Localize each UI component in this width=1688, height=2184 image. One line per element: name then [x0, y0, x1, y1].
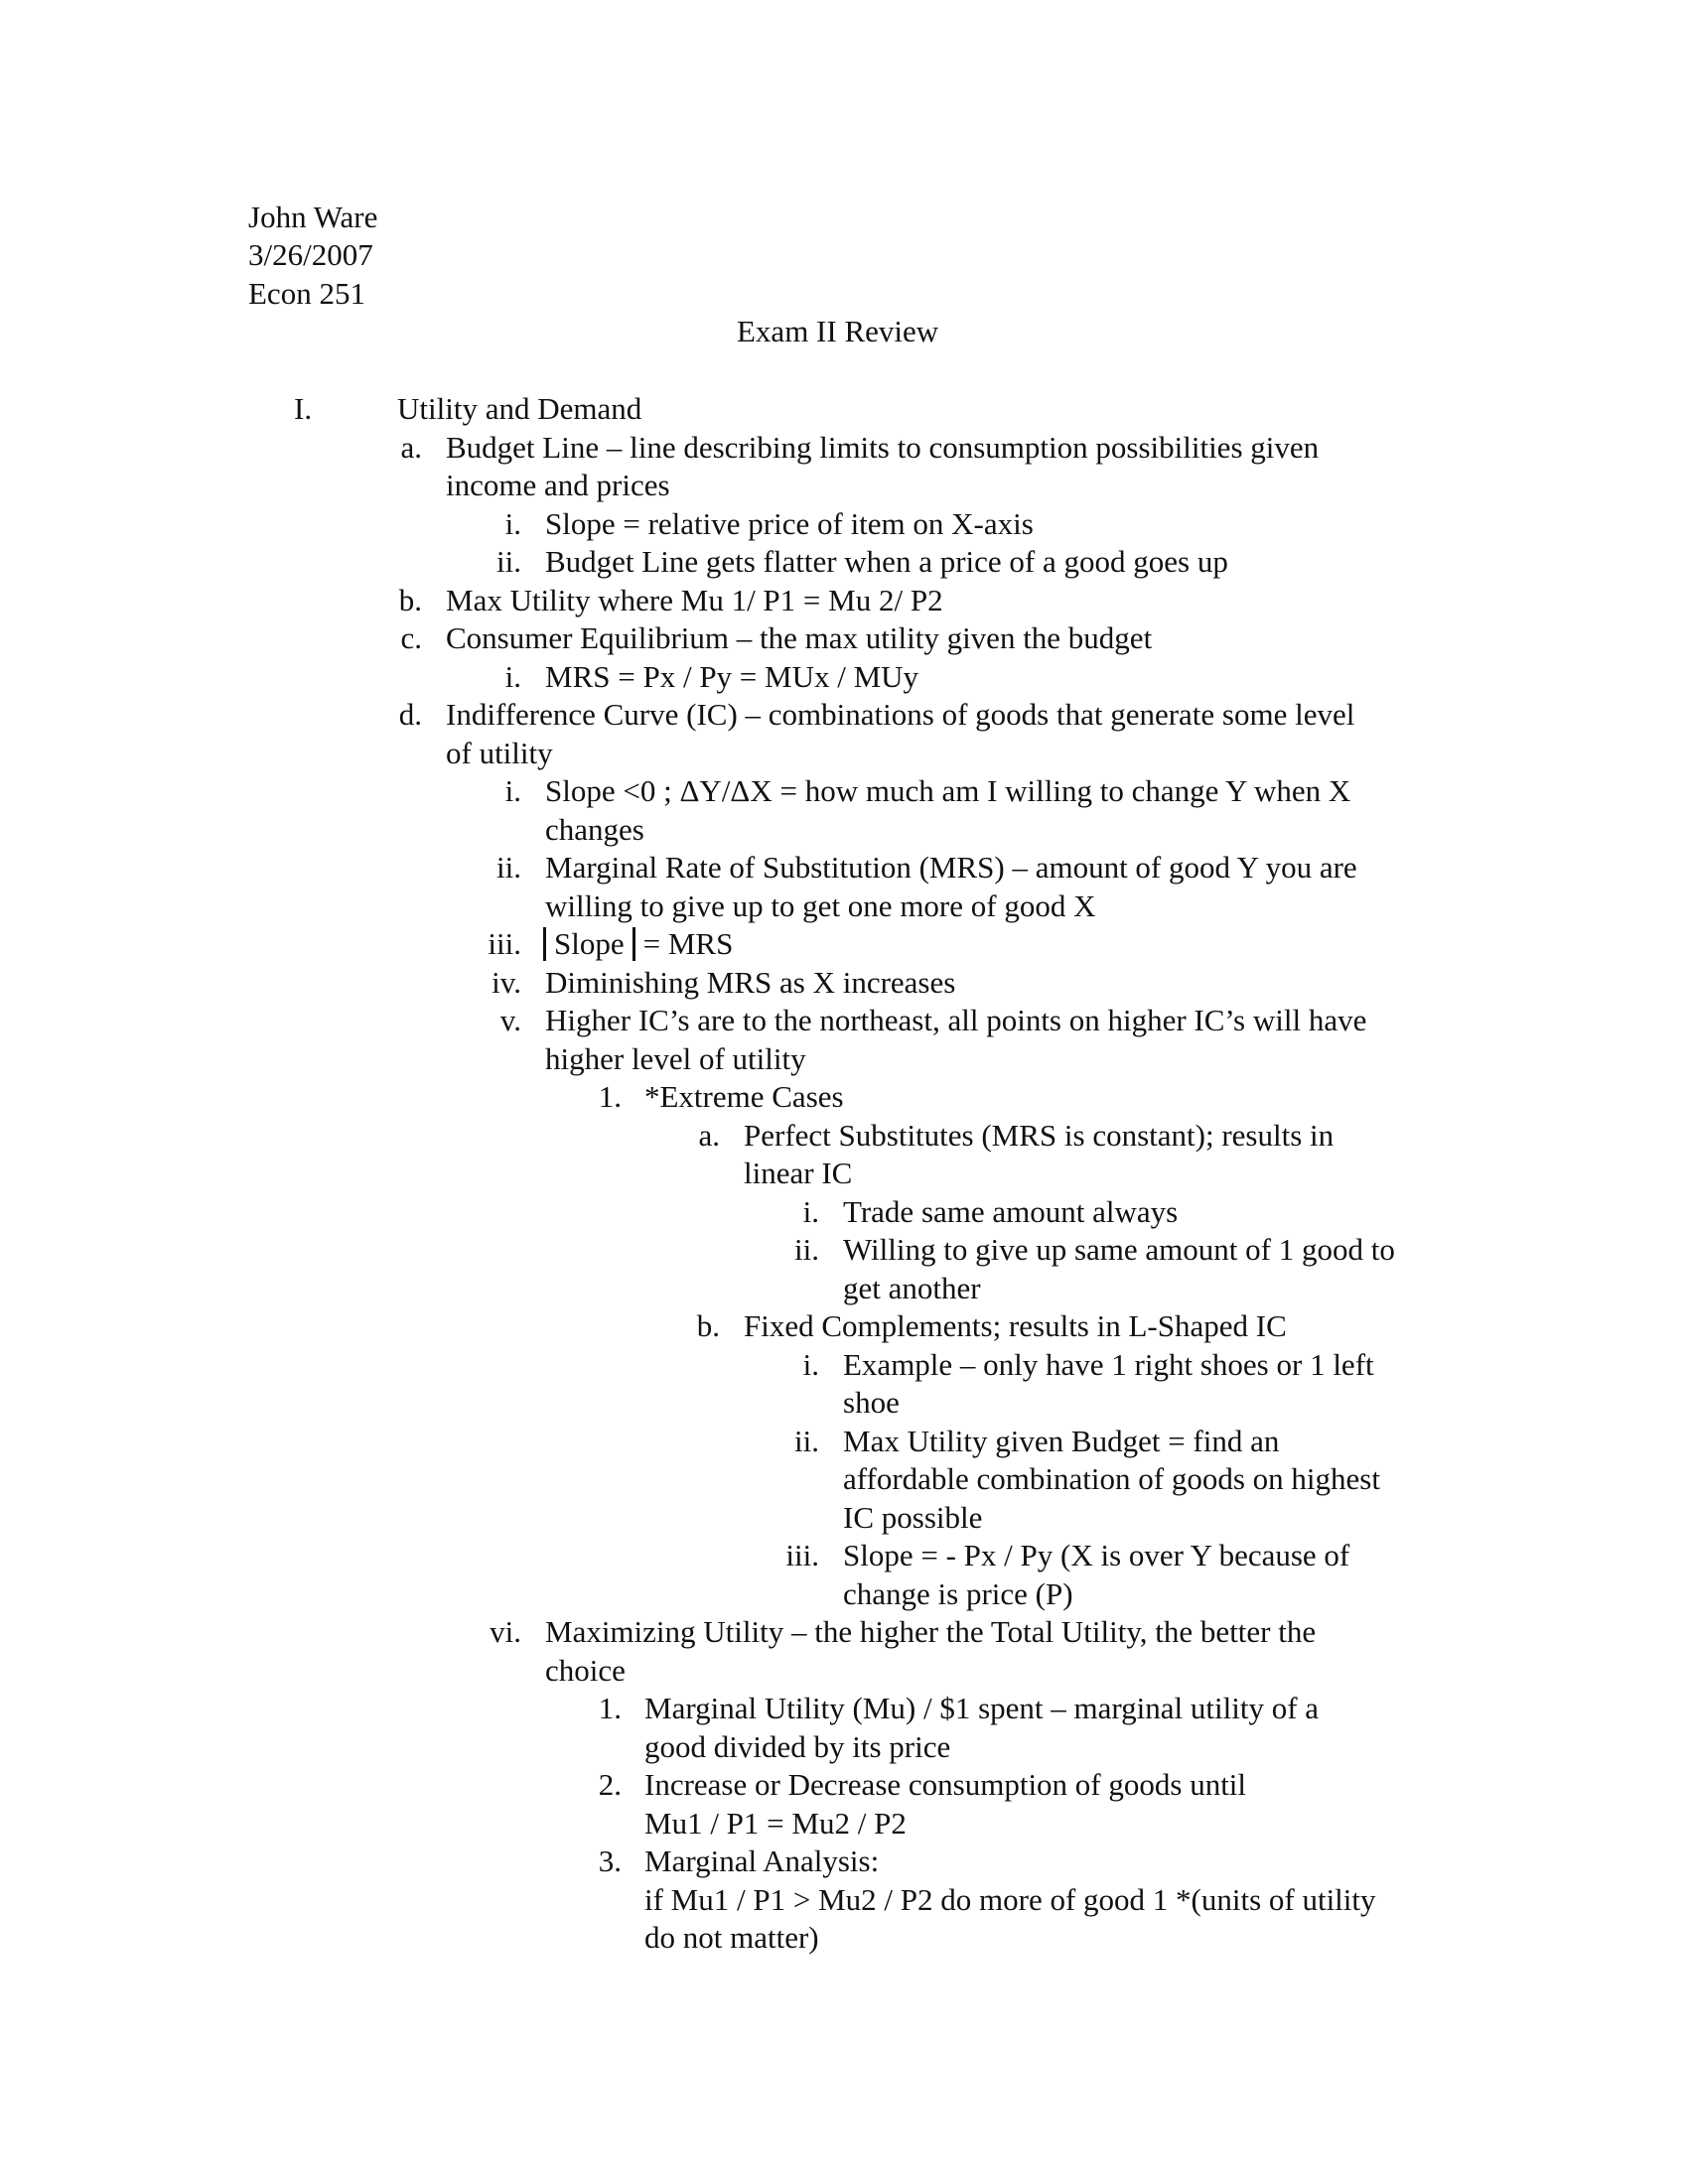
outline-marker: i.: [504, 658, 521, 694]
outline-text: Marginal Analysis:: [644, 1843, 880, 1878]
outline-marker: ii.: [794, 1423, 819, 1458]
outline-text: Example – only have 1 right shoes or 1 left: [843, 1346, 1374, 1382]
outline-text: affordable combination of goods on highest: [843, 1461, 1380, 1496]
outline-text: Trade same amount always: [843, 1193, 1179, 1229]
outline-text: do not matter): [644, 1920, 819, 1955]
outline-marker: 1.: [598, 1691, 622, 1725]
outline-marker: 2.: [598, 1767, 622, 1802]
outline-marker: I.: [294, 391, 313, 426]
course-name: Econ 251: [248, 276, 365, 311]
outline-text: Marginal Rate of Substitution (MRS) – amount of good Y you are: [545, 850, 1357, 885]
outline-text-part: Slope: [554, 926, 625, 961]
outline-marker: iii.: [488, 926, 521, 961]
author-name: John Ware: [248, 200, 378, 234]
outline-text: Slope <0 ; ΔY/ΔX = how much am I willing to change Y when X: [545, 773, 1351, 808]
outline-text: Higher IC’s are to the northeast, all points on higher IC’s will have: [545, 1003, 1367, 1037]
outline-text: Max Utility given Budget = find an: [843, 1423, 1280, 1458]
outline-text: Maximizing Utility – the higher the Total Utility, the better the: [545, 1614, 1317, 1649]
outline-marker: iv.: [492, 964, 521, 1000]
outline-text: Budget Line gets flatter when a price of a good goes up: [545, 544, 1228, 579]
absolute-value-bar: [543, 927, 546, 961]
outline-marker: 3.: [598, 1843, 622, 1878]
outline-text: Mu1 / P1 = Mu2 / P2: [644, 1805, 907, 1841]
outline-text: change is price (P): [843, 1575, 1073, 1611]
outline-text: income and prices: [446, 468, 670, 502]
outline-marker: 1.: [598, 1079, 622, 1114]
outline-marker: ii.: [496, 544, 521, 579]
outline-text: willing to give up to get one more of good X: [545, 887, 1096, 923]
outline-text: IC possible: [843, 1499, 983, 1535]
outline-text: Consumer Equilibrium – the max utility given the budget: [446, 620, 1153, 655]
outline-text: Increase or Decrease consumption of goods until: [644, 1767, 1247, 1802]
outline-marker: c.: [400, 620, 422, 655]
outline-text: Diminishing MRS as X increases: [545, 964, 956, 1000]
outline-marker: b.: [696, 1308, 720, 1343]
outline-text: Willing to give up same amount of 1 good to: [843, 1232, 1395, 1267]
outline-marker: i.: [504, 773, 521, 808]
outline-marker: iii.: [785, 1538, 819, 1572]
outline-marker: v.: [499, 1003, 521, 1037]
outline-marker: b.: [398, 582, 422, 617]
outline-text: Max Utility where Mu 1/ P1 = Mu 2/ P2: [446, 582, 943, 617]
outline-text: Slope = - Px / Py (X is over Y because of: [843, 1538, 1350, 1572]
document-date: 3/26/2007: [248, 237, 373, 272]
outline-text: changes: [545, 811, 644, 847]
outline-marker: ii.: [496, 850, 521, 885]
outline-marker: vi.: [490, 1614, 521, 1649]
outline-marker: ii.: [794, 1232, 819, 1267]
outline-text: get another: [843, 1270, 981, 1305]
outline-text: good divided by its price: [644, 1728, 951, 1764]
outline-text: of utility: [446, 735, 553, 770]
outline-text: MRS = Px / Py = MUx / MUy: [545, 658, 919, 694]
outline-text: shoe: [843, 1385, 900, 1420]
outline-text: Fixed Complements; results in L-Shaped IC: [744, 1308, 1287, 1343]
outline-text: choice: [545, 1652, 626, 1688]
outline-text: Slope = relative price of item on X-axis: [545, 505, 1034, 541]
outline-text: [535, 925, 733, 963]
outline-text: if Mu1 / P1 > Mu2 / P2 do more of good 1 *(units of utility: [644, 1881, 1376, 1917]
outline-text: linear IC: [744, 1156, 853, 1190]
outline-text: Utility and Demand: [397, 391, 642, 426]
outline-text: Indifference Curve (IC) – combinations of goods that generate some level: [446, 697, 1355, 732]
absolute-value-bar: [633, 927, 635, 961]
outline-text: higher level of utility: [545, 1040, 806, 1076]
outline-marker: i.: [802, 1346, 819, 1382]
document-title: Exam II Review: [737, 314, 939, 348]
outline-text: Budget Line – line describing limits to consumption possibilities given: [446, 429, 1320, 465]
outline-marker: i.: [504, 505, 521, 541]
outline-marker: i.: [802, 1193, 819, 1229]
outline-text: *Extreme Cases: [644, 1079, 844, 1114]
outline-marker: a.: [400, 429, 422, 465]
outline-marker: d.: [398, 697, 422, 732]
outline-text-part: = MRS: [642, 926, 734, 961]
outline-text: Marginal Utility (Mu) / $1 spent – marginal utility of a: [644, 1691, 1320, 1725]
outline-marker: a.: [698, 1117, 720, 1153]
outline-text: Perfect Substitutes (MRS is constant); results in: [744, 1117, 1335, 1153]
